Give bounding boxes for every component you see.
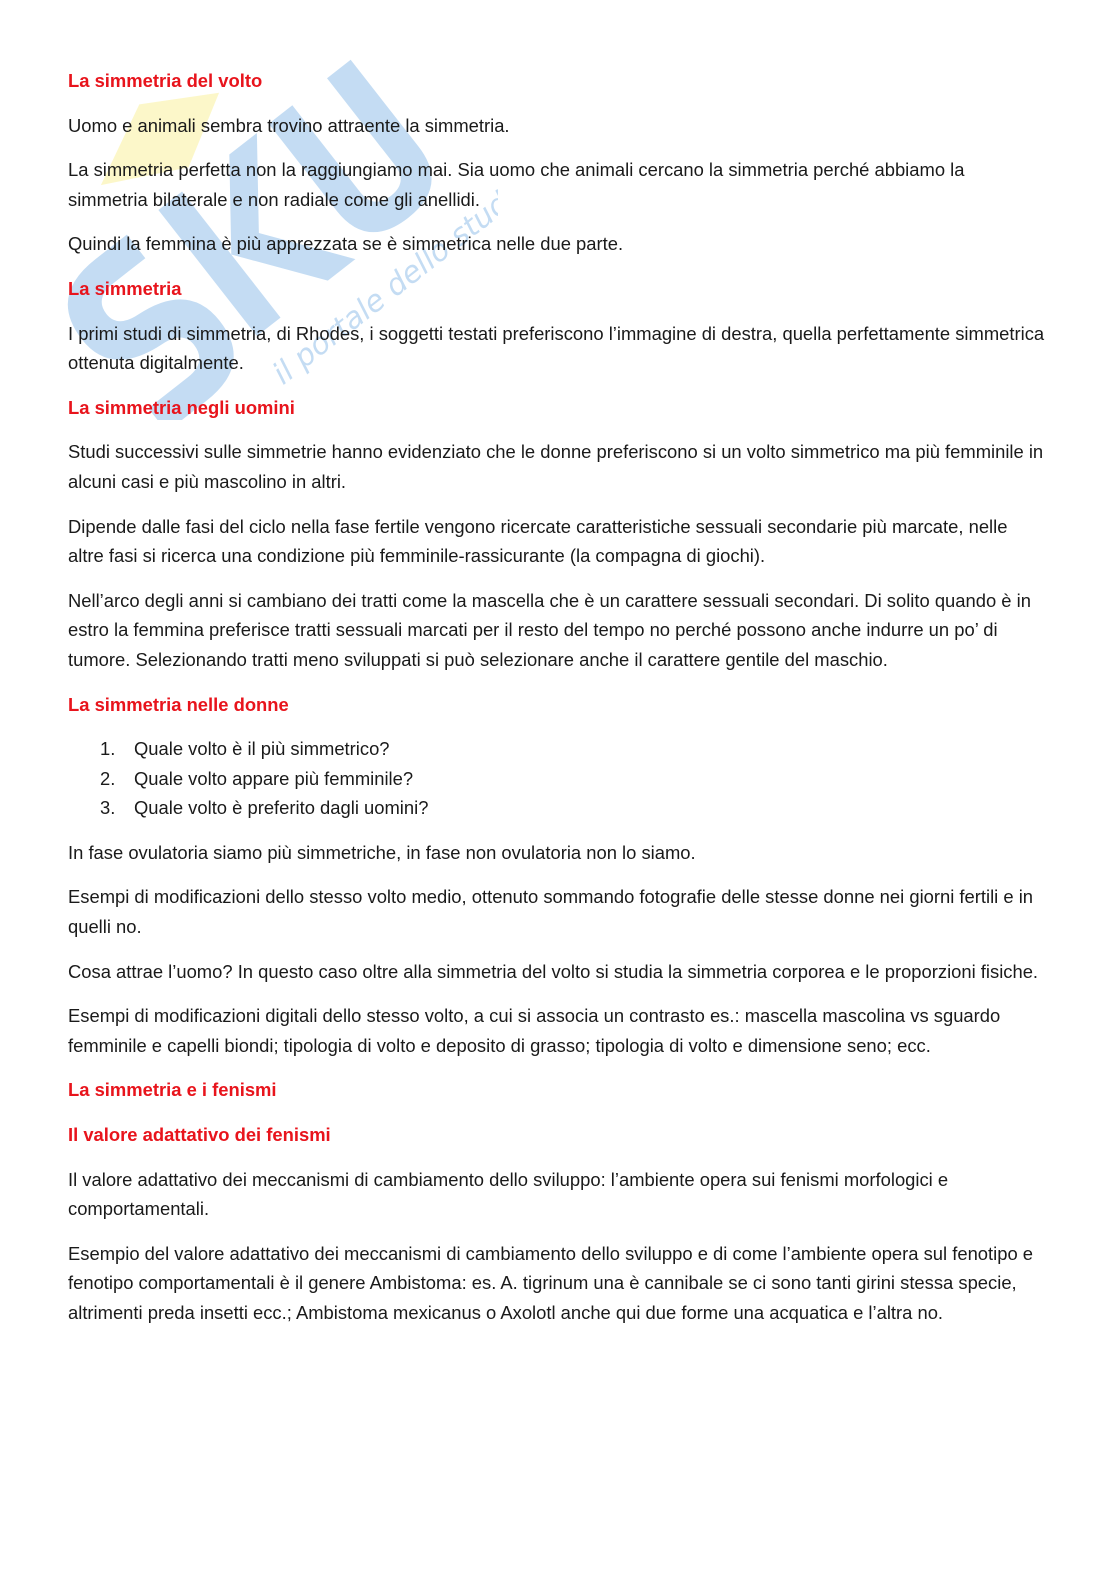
heading-simmetria: La simmetria <box>68 277 182 299</box>
heading-simmetria-uomini: La simmetria negli uomini <box>68 396 295 418</box>
paragraph: Esempio del valore adattativo dei meccanismi di cambiamento dello sviluppo e di come l’ambiente opera sul fenotipo e fenotipo comportamentali è il genere Ambistoma: es. A. tigrinum una è cannibale se ci sono tanti girini stessa specie, altrimenti preda insetti ecc.; Ambistoma mexicanus o Axolotl anche qui due forme una acquatica e l’altra no. <box>68 1242 1034 1323</box>
list-item <box>68 793 1046 823</box>
watermark-tagline: il portale dello studente <box>266 144 498 392</box>
questions-list <box>68 734 1046 823</box>
list-item <box>68 734 1046 764</box>
paragraph: Studi successivi sulle simmetrie hanno evidenziato che le donne preferiscono si un volto simmetrico ma più femminile in alcuni casi e più mascolino in altri. <box>68 441 1044 492</box>
paragraph: I primi studi di simmetria, di Rhodes, i soggetti testati preferiscono l’immagine di destra, quella perfettamente simmetrica ottenuta digitalmente. <box>68 322 1045 374</box>
paragraph: Quindi la femmina è più apprezzata se è simmetrica nelle due parte. <box>68 233 624 255</box>
list-number: 2. <box>100 767 116 789</box>
heading-valore-adattativo: Il valore adattativo dei fenismi <box>68 1124 331 1146</box>
heading-simmetria-volto: La simmetria del volto <box>68 70 263 91</box>
paragraph: Esempi di modificazioni dello stesso volto medio, ottenuto sommando fotografie delle stesse donne nei giorni fertili e in quelli no. <box>68 886 1034 938</box>
paragraph: Esempi di modificazioni digitali dello stesso volto, a cui si associa un contrasto es.: mascella mascolina vs sguardo femminile e capelli biondi; tipologia di volto e deposito di grasso; tipologia di volto e dimensione seno; ecc. <box>68 1005 1001 1056</box>
heading-simmetria-donne: La simmetria nelle donne <box>68 693 289 715</box>
paragraph: Cosa attrae l’uomo? In questo caso oltre alla simmetria del volto si studia la simmetria corporea e le proporzioni fisiche. <box>68 960 1039 982</box>
heading-simmetria-fenismi: La simmetria e i fenismi <box>68 1079 277 1101</box>
list-number: 3. <box>100 797 116 819</box>
list-item-text: Quale volto è preferito dagli uomini? <box>134 797 429 819</box>
list-item-text: Quale volto è il più simmetrico? <box>134 738 390 760</box>
list-item <box>68 764 1046 794</box>
paragraph: La simmetria perfetta non la raggiungiamo mai. Sia uomo che animali cercano la simmetria perché abbiamo la simmetria bilaterale e non radiale come gli anellidi. <box>68 159 965 210</box>
list-item-text: Quale volto appare più femminile? <box>134 767 414 789</box>
paragraph: Dipende dalle fasi del ciclo nella fase fertile vengono ricercate caratteristiche sessuali secondarie più marcate, nelle altre fasi si ricerca una condizione più femminile-rassicurante (la compagna di giochi). <box>68 515 1008 567</box>
list-number: 1. <box>100 738 116 760</box>
paragraph: Uomo e animali sembra trovino attraente la simmetria. <box>68 114 510 136</box>
paragraph: Nell’arco degli anni si cambiano dei tratti come la mascella che è un carattere sessuali secondari. Di solito quando è in estro la femmina preferisce tratti sessuali marcati per il resto del tempo no perché possono anche indurre un po’ di tumore. Selezionando tratti meno sviluppati si può selezionare anche il carattere gentile del maschio. <box>68 589 1031 670</box>
paragraph: Il valore adattativo dei meccanismi di cambiamento dello sviluppo: l’ambiente opera sui fenismi morfologici e comportamentali. <box>68 1168 949 1220</box>
paragraph: In fase ovulatoria siamo più simmetriche, in fase non ovulatoria non lo siamo. <box>68 841 696 863</box>
